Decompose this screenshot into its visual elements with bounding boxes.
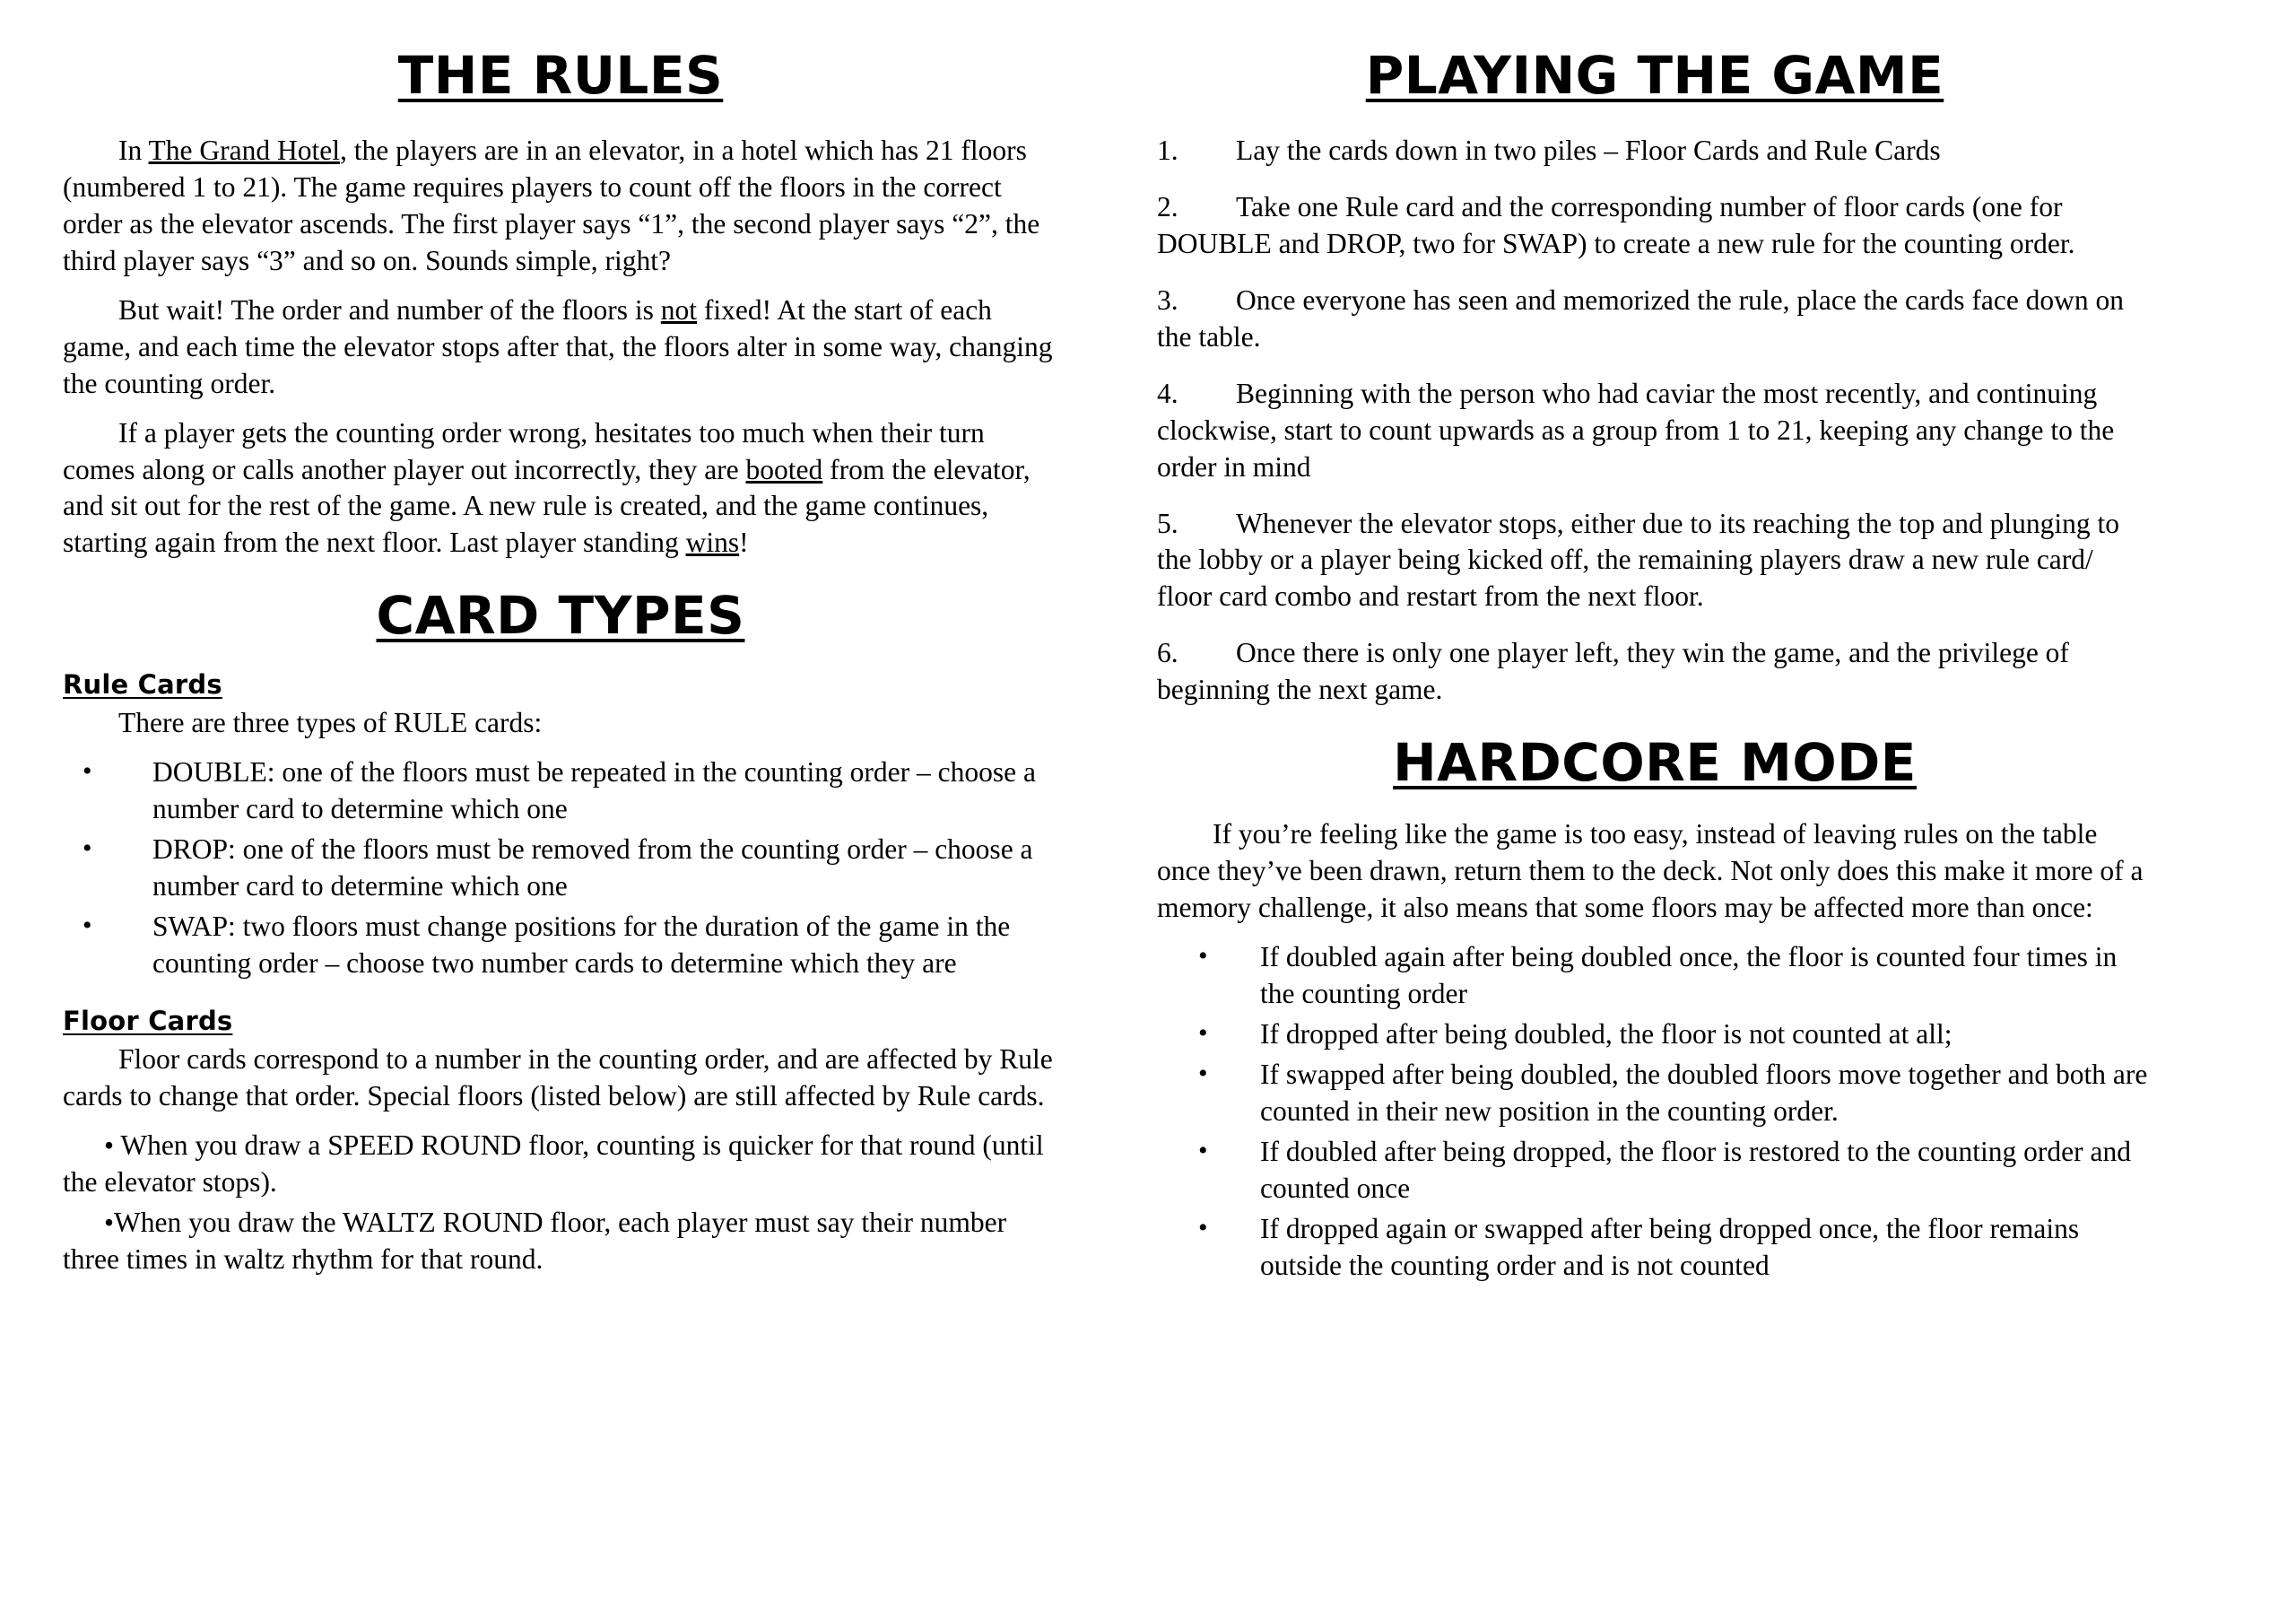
hardcore-intro: If you’re feeling like the game is too easy, instead of leaving rules on the table once they’ve been drawn, return them to the deck. Not only does this make it more of a memory challenge, it also means that some floors may be affected more than once:: [1157, 818, 2144, 924]
step-text: Lay the cards down in two piles – Floor Cards and Rule Cards: [1236, 135, 1941, 166]
step-number: 5.: [1157, 507, 1178, 539]
floor-cards-heading: Floor Cards: [63, 1005, 233, 1036]
list-item: • If doubled again after being doubled once, the floor is counted four times in the counting order: [1157, 939, 2152, 1013]
step-number: 1.: [1157, 135, 1178, 166]
list-item: [1157, 506, 2152, 616]
intro-paragraph-3: If a player gets the counting order wrong, hesitates too much when their turn comes along or calls another player out incorrectly, they are booted from the elevator, and sit out for the rest of the game. A new rule is created, and the game continues, starting again from the next floor. Last player standing wins!: [63, 416, 1031, 559]
step-text: Take one Rule card and the corresponding number of floor cards (one for DOUBLE and DROP, two for SWAP) to create a new rule for the counting order.: [1157, 190, 2075, 259]
rule-cards-intro: There are three types of RULE cards:: [118, 707, 543, 739]
floor-cards-intro: Floor cards correspond to a number in the counting order, and are affected by Rule cards to change that order. Special floors (listed below) are still affected by Rule cards.: [63, 1042, 1053, 1111]
list-item: [1157, 635, 2152, 709]
rule-cards-list: [63, 754, 1058, 982]
step-text: Beginning with the person who had caviar the most recently, and continuing clockwise, start to count upwards as a group from 1 to 21, keeping any change to the order in mind: [1157, 377, 2115, 483]
list-item: • DOUBLE: one of the floors must be repeated in the counting order – choose a number card to determine which one: [63, 754, 1058, 828]
step-text: Once everyone has seen and memorized the rule, place the cards face down on the table.: [1157, 283, 2125, 353]
page-title: THE RULES: [397, 45, 724, 106]
list-item: • DROP: one of the floors must be removed from the counting order – choose a number card to determine which one: [63, 832, 1058, 905]
list-item: [1157, 133, 2152, 170]
list-item: [1157, 283, 2152, 356]
list-item: • If doubled after being dropped, the floor is restored to the counting order and counted once: [1157, 1134, 2152, 1207]
playing-the-game-title: PLAYING THE GAME: [1365, 45, 1944, 106]
list-item: • If dropped after being doubled, the floor is not counted at all;: [1157, 1016, 2152, 1053]
list-item: • SWAP: two floors must change positions for the duration of the game in the counting order – choose two number cards to determine which they are: [63, 909, 1058, 982]
intro-paragraph-1: In The Grand Hotel, the players are in an elevator, in a hotel which has 21 floors (numbered 1 to 21). The game requires players to count off the floors in the correct order as the elevator ascends. The first player says “1”, the second player says “2”, the third player says “3” and so on. Sounds simple, right?: [63, 135, 1040, 276]
left-column: [63, 36, 1058, 1604]
list-item: • If swapped after being doubled, the doubled floors move together and both are counted in their new position in the counting order.: [1157, 1057, 2152, 1130]
intro-paragraph-2: But wait! The order and number of the floors is not fixed! At the start of each game, and each time the elevator stops after that, the floors alter in some way, changing the counting order.: [63, 293, 1053, 399]
card-types-title: CARD TYPES: [376, 585, 745, 647]
step-text: Once there is only one player left, they win the game, and the privilege of beginning the next game.: [1157, 637, 2069, 706]
playing-steps-list: [1157, 133, 2152, 709]
step-number: 6.: [1157, 637, 1178, 669]
rule-cards-heading: Rule Cards: [63, 669, 222, 701]
step-text: Whenever the elevator stops, either due to its reaching the top and plunging to the lobby or a player being kicked off, the remaining players draw a new rule card/ floor card combo and restart from the next floor.: [1157, 507, 2119, 613]
speed-round-note: • When you draw a SPEED ROUND floor, counting is quicker for that round (until the elevator stops).: [63, 1129, 1044, 1198]
step-number: 2.: [1157, 190, 1178, 222]
list-item: • If dropped again or swapped after being dropped once, the floor remains outside the counting order and is not counted: [1157, 1211, 2152, 1285]
hardcore-mode-title: HARDCORE MODE: [1393, 732, 1917, 794]
list-item: [1157, 189, 2152, 263]
step-number: 4.: [1157, 377, 1178, 409]
right-column: [1157, 36, 2152, 1604]
hardcore-list: [1157, 939, 2152, 1284]
waltz-round-note: •When you draw the WALTZ ROUND floor, each player must say their number three times in waltz rhythm for that round.: [63, 1206, 1007, 1275]
step-number: 3.: [1157, 283, 1178, 316]
list-item: [1157, 376, 2152, 486]
